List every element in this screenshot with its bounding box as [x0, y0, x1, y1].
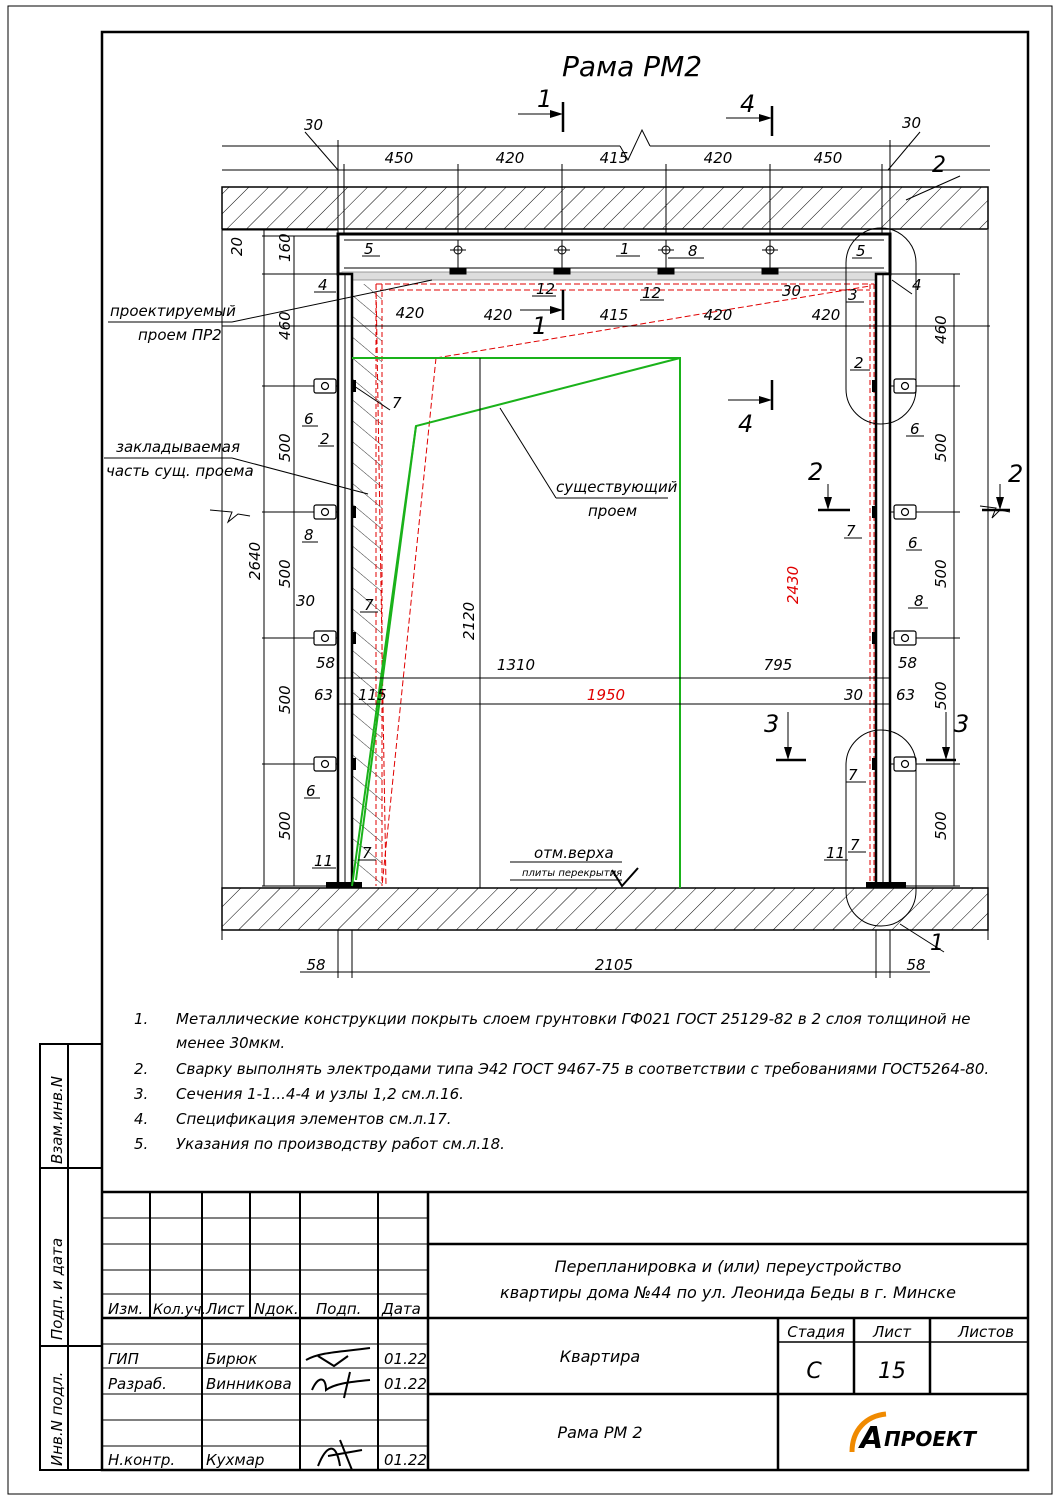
svg-text:11: 11 [314, 852, 334, 870]
logo-text: ПРОЕКТ [884, 1427, 977, 1451]
section-label: 2 [1008, 460, 1024, 488]
callouts [302, 240, 928, 870]
dim-text: 20 [228, 236, 246, 256]
dim-text: 420 [703, 149, 733, 167]
logo-letter: А [860, 1421, 884, 1456]
dim-text: 500 [932, 433, 950, 462]
stamp-text: Инв.N подл. [48, 1371, 66, 1466]
bottom-slab [222, 888, 988, 930]
drawing-title: Рама РМ2 [561, 50, 703, 83]
dim-text: 460 [276, 311, 294, 340]
tb-header: Изм. [108, 1300, 144, 1318]
tb-header: Подп. [316, 1300, 362, 1318]
tb-date: 01.22 [384, 1375, 427, 1393]
tb-header: Дата [382, 1300, 421, 1318]
dim-text: 500 [276, 559, 294, 588]
tb-sheet: 15 [878, 1359, 906, 1384]
dim-text: 30 [782, 282, 802, 300]
svg-text:4: 4 [912, 276, 922, 294]
dim-text: 58 [316, 654, 336, 672]
top-slab [222, 187, 988, 229]
dim-text: 1950 [586, 686, 626, 704]
svg-text:5.: 5. [134, 1135, 149, 1153]
section-label: 4 [738, 410, 754, 438]
dim-text: 160 [276, 233, 294, 262]
tb-header: Кол.уч. [153, 1302, 206, 1318]
signature-marks [306, 1348, 370, 1470]
dim-text: 500 [276, 433, 294, 462]
svg-text:7: 7 [850, 836, 860, 854]
dim-text: 420 [483, 306, 513, 324]
tb-role: Н.контр. [108, 1451, 176, 1469]
svg-text:существующий: существующий [556, 478, 678, 496]
tb-label: Листов [957, 1323, 1015, 1341]
node-label: 2 [932, 153, 946, 178]
section-label: 1 [537, 85, 553, 113]
svg-text:8: 8 [914, 592, 924, 610]
svg-text:менее 30мкм.: менее 30мкм. [176, 1034, 286, 1052]
stamp-text: Взам.инв.N [48, 1076, 66, 1164]
svg-text:Сечения 1-1...4-4 и узлы 1,2 с: Сечения 1-1...4-4 и узлы 1,2 см.л.16. [176, 1085, 464, 1103]
dim-text: 63 [896, 686, 916, 704]
dim-text: 2105 [594, 956, 634, 974]
svg-text:8: 8 [688, 242, 698, 260]
tb-label: Стадия [787, 1323, 845, 1341]
mortar-strip [342, 272, 886, 280]
svg-text:1.: 1. [134, 1010, 149, 1028]
dim-text: 1310 [496, 656, 536, 674]
dim-text: 420 [811, 306, 841, 324]
svg-text:12: 12 [642, 284, 662, 302]
tb-name: Кухмар [206, 1451, 265, 1469]
dim-text: 63 [314, 686, 334, 704]
svg-text:1: 1 [620, 240, 630, 258]
svg-text:6: 6 [306, 782, 316, 800]
dim-text: 30 [844, 686, 864, 704]
dim-text: 2640 [246, 541, 264, 580]
tb-project: квартиры дома №44 по ул. Леонида Беды в г. Минске [500, 1283, 956, 1302]
svg-text:12: 12 [536, 280, 556, 298]
tb-project: Перепланировка и (или) переустройство [554, 1257, 902, 1276]
svg-text:3: 3 [848, 286, 858, 304]
svg-text:проем ПР2: проем ПР2 [138, 326, 222, 344]
svg-text:Сварку выполнять электродами т: Сварку выполнять электродами типа Э42 ГОСТ 9467-75 в соответствии с требованиями ГОСТ5264-80. [176, 1060, 990, 1078]
section-label: 3 [954, 710, 970, 738]
svg-text:отм.верха: отм.верха [534, 844, 614, 862]
right-column [866, 274, 906, 888]
company-logo [852, 1414, 977, 1456]
section-label: 4 [740, 90, 756, 118]
label-existing [500, 408, 678, 520]
label-slab-top [510, 844, 638, 886]
section-mark-1-top [518, 85, 563, 132]
tb-header: Nдок. [254, 1300, 299, 1318]
svg-text:7: 7 [848, 766, 858, 784]
general-notes [134, 1010, 989, 1153]
svg-text:3.: 3. [134, 1085, 149, 1103]
dim-text: 2430 [784, 565, 802, 604]
dim-text: 500 [932, 811, 950, 840]
svg-text:8: 8 [304, 526, 314, 544]
tb-stage: С [806, 1359, 822, 1384]
svg-text:Металлические конструкции покр: Металлические конструкции покрыть слоем грунтовки ГФ021 ГОСТ 25129-82 в 2 слоя толщиной не [176, 1010, 971, 1028]
dim-text: 30 [304, 116, 324, 134]
dim-text: 58 [306, 956, 326, 974]
existing-opening-green [352, 358, 680, 888]
column-bolts [314, 379, 916, 771]
svg-text:7: 7 [392, 394, 402, 412]
section-label: 2 [808, 458, 824, 486]
dim-text: 415 [599, 149, 629, 167]
section-label: 1 [532, 312, 548, 340]
svg-text:Указания по производству работ: Указания по производству работ см.л.18. [176, 1135, 505, 1153]
svg-text:Спецификация элементов см.л.17: Спецификация элементов см.л.17. [176, 1110, 452, 1128]
tb-label: Лист [872, 1323, 912, 1341]
dim-text: 420 [703, 306, 733, 324]
dim-text: 420 [395, 304, 425, 322]
tb-name: Бирюк [206, 1350, 258, 1368]
svg-text:2: 2 [320, 430, 330, 448]
dim-text: 500 [276, 685, 294, 714]
svg-text:7: 7 [364, 596, 374, 614]
svg-text:4.: 4. [134, 1110, 149, 1128]
tb-object: Квартира [559, 1347, 641, 1366]
dim-text: 420 [495, 149, 525, 167]
svg-text:2.: 2. [134, 1060, 149, 1078]
tb-sheet-title: Рама РМ 2 [557, 1423, 643, 1442]
dim-text: 450 [813, 149, 843, 167]
dim-text: 415 [599, 306, 629, 324]
node-label: 1 [930, 931, 944, 956]
left-column [326, 274, 382, 888]
svg-text:5: 5 [364, 240, 374, 258]
dim-text: 795 [763, 656, 793, 674]
svg-text:5: 5 [856, 242, 866, 260]
svg-text:2: 2 [854, 354, 864, 372]
svg-text:плиты перекрытия: плиты перекрытия [522, 868, 623, 879]
tb-header: Лист [206, 1300, 245, 1318]
dim-text: 58 [898, 654, 918, 672]
section-label: 3 [764, 710, 780, 738]
svg-text:закладываемая: закладываемая [116, 438, 241, 456]
tb-date: 01.22 [384, 1350, 427, 1368]
dim-text: 58 [906, 956, 926, 974]
dim-text: 500 [276, 811, 294, 840]
svg-text:7: 7 [846, 522, 856, 540]
dim-text: 450 [384, 149, 414, 167]
dim-text: 500 [932, 681, 950, 710]
dim-text: 115 [358, 686, 387, 704]
svg-text:6: 6 [908, 534, 918, 552]
svg-text:11: 11 [826, 844, 846, 862]
dim-text: 500 [932, 559, 950, 588]
svg-text:проектируемый: проектируемый [110, 302, 236, 320]
svg-text:6: 6 [910, 420, 920, 438]
svg-text:7: 7 [362, 844, 372, 862]
dim-text: 2120 [460, 601, 478, 640]
section-mark-4-top [726, 90, 772, 136]
tb-role: Разраб. [108, 1375, 167, 1393]
tb-date: 01.22 [384, 1451, 427, 1469]
svg-text:проем: проем [588, 502, 638, 520]
dim-text: 30 [902, 114, 922, 132]
tb-role: ГИП [108, 1350, 139, 1368]
dim-text: 460 [932, 315, 950, 344]
svg-text:6: 6 [304, 410, 314, 428]
svg-text:4: 4 [318, 276, 328, 294]
tb-name: Винникова [206, 1375, 292, 1393]
stamp-text: Подп. и дата [48, 1237, 66, 1340]
dim-text: 30 [296, 592, 316, 610]
svg-text:часть сущ. проема: часть сущ. проема [106, 462, 254, 480]
